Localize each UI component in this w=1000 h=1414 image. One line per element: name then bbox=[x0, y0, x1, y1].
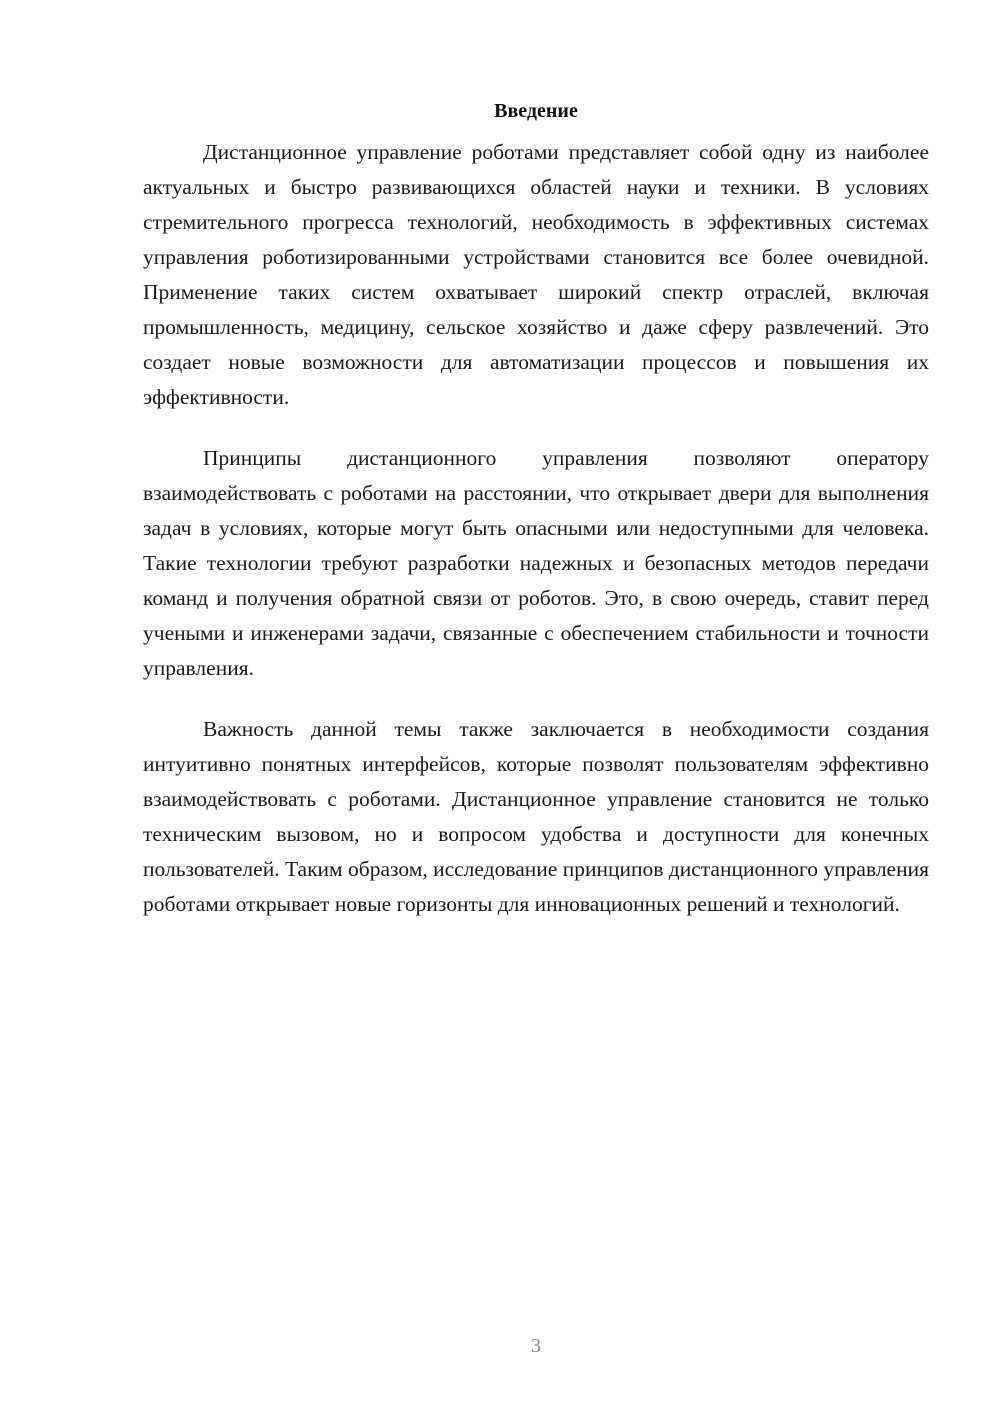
page-number: 3 bbox=[531, 1335, 541, 1357]
paragraph-1: Дистанционное управление роботами представляет собой одну из наиболее актуальных и быстро развивающихся областей науки и техники. В условиях стремительного прогресса технологий, необходимость в эффективных системах управления роботизированными устройствами становится все более очевидной. Применение таких систем охватывает широкий спектр отраслей, включая промышленность, медицину, сельское хозяйство и даже сферу развлечений. Это создает новые возможности для автоматизации процессов и повышения их эффективности. bbox=[143, 140, 929, 409]
paragraph-2: Принципы дистанционного управления позволяют оператору взаимодействовать с роботами на расстоянии, что открывает двери для выполнения задач в условиях, которые могут быть опасными или недоступными для человека. Такие технологии требуют разработки надежных и безопасных методов передачи команд и получения обратной связи от роботов. Это, в свою очередь, ставит перед учеными и инженерами задачи, связанные с обеспечением стабильности и точности управления. bbox=[143, 446, 929, 680]
paragraph-3: Важность данной темы также заключается в необходимости создания интуитивно понятных интерфейсов, которые позволят пользователям эффективно взаимодействовать с роботами. Дистанционное управление становится не только техническим вызовом, но и вопросом удобства и доступности для конечных пользователей. Таким образом, исследование принципов дистанционного управления роботами открывает новые горизонты для инновационных решений и технологий. bbox=[143, 717, 929, 916]
page-content bbox=[143, 96, 929, 948]
section-title: Введение bbox=[494, 100, 578, 122]
